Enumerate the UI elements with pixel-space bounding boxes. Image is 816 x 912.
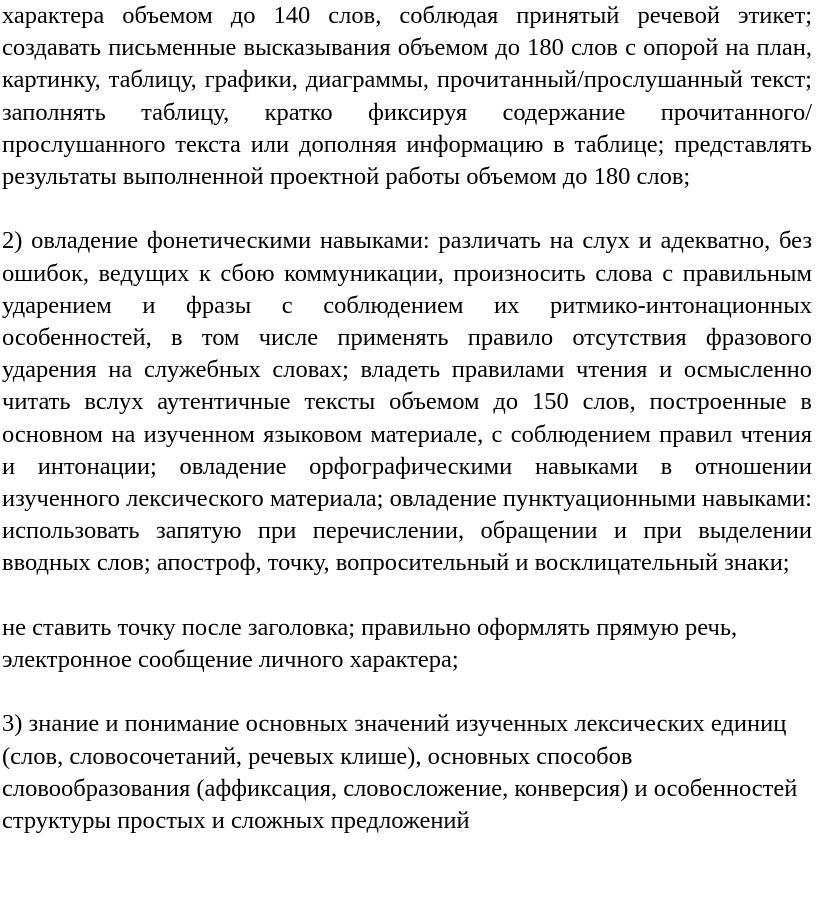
document-body <box>2 0 812 837</box>
paragraph-spacer <box>2 580 812 612</box>
paragraph-lexical-knowledge: 3) знание и понимание основных значений изученных лексических единиц (слов, словосочетаний, речевых клише), основных способов словообразования (аффиксация, словосложение, конверсия) и особенностей структуры простых и сложных предложений <box>2 710 798 835</box>
paragraph-phonetic-skills: 2) овладение фонетическими навыками: различать на слух и адекватно, без ошибок, ведущих к сбою коммуникации, произносить слова с правильным ударением и фразы с соблюдением их ритмико-интонационных особенностей, в том числе применять правило отсутствия фразового ударения на служебных словах; владеть правилами чтения и осмысленно читать вслух аутентичные тексты объемом до 150 слов, построенные в основном на изученном языковом материале, с соблюдением правил чтения и интонации; овладение орфографическими навыками в отношении изученного лексического материала; овладение пунктуационными навыками: использовать запятую при перечислении, обращении и при выделении вводных слов; апостроф, точку, вопросительный и восклицательный знаки; <box>2 227 812 577</box>
paragraph-writing-skills: характера объемом до 140 слов, соблюдая принятый речевой этикет; создавать письменные высказывания объемом до 180 слов с опорой на план, картинку, таблицу, графики, диаграммы, прочитанный/прослушанный текст; заполнять таблицу, кратко фиксируя содержание прочитанного/прослушанного текста или дополняя информацию в таблице; представлять результаты выполненной проектной работы объемом до 180 слов; <box>2 2 812 191</box>
paragraph-spacer <box>2 676 812 708</box>
paragraph-spacer <box>2 193 812 225</box>
paragraph-punctuation-rules: не ставить точку после заголовка; правильно оформлять прямую речь, электронное сообщение личного характера; <box>2 613 738 674</box>
